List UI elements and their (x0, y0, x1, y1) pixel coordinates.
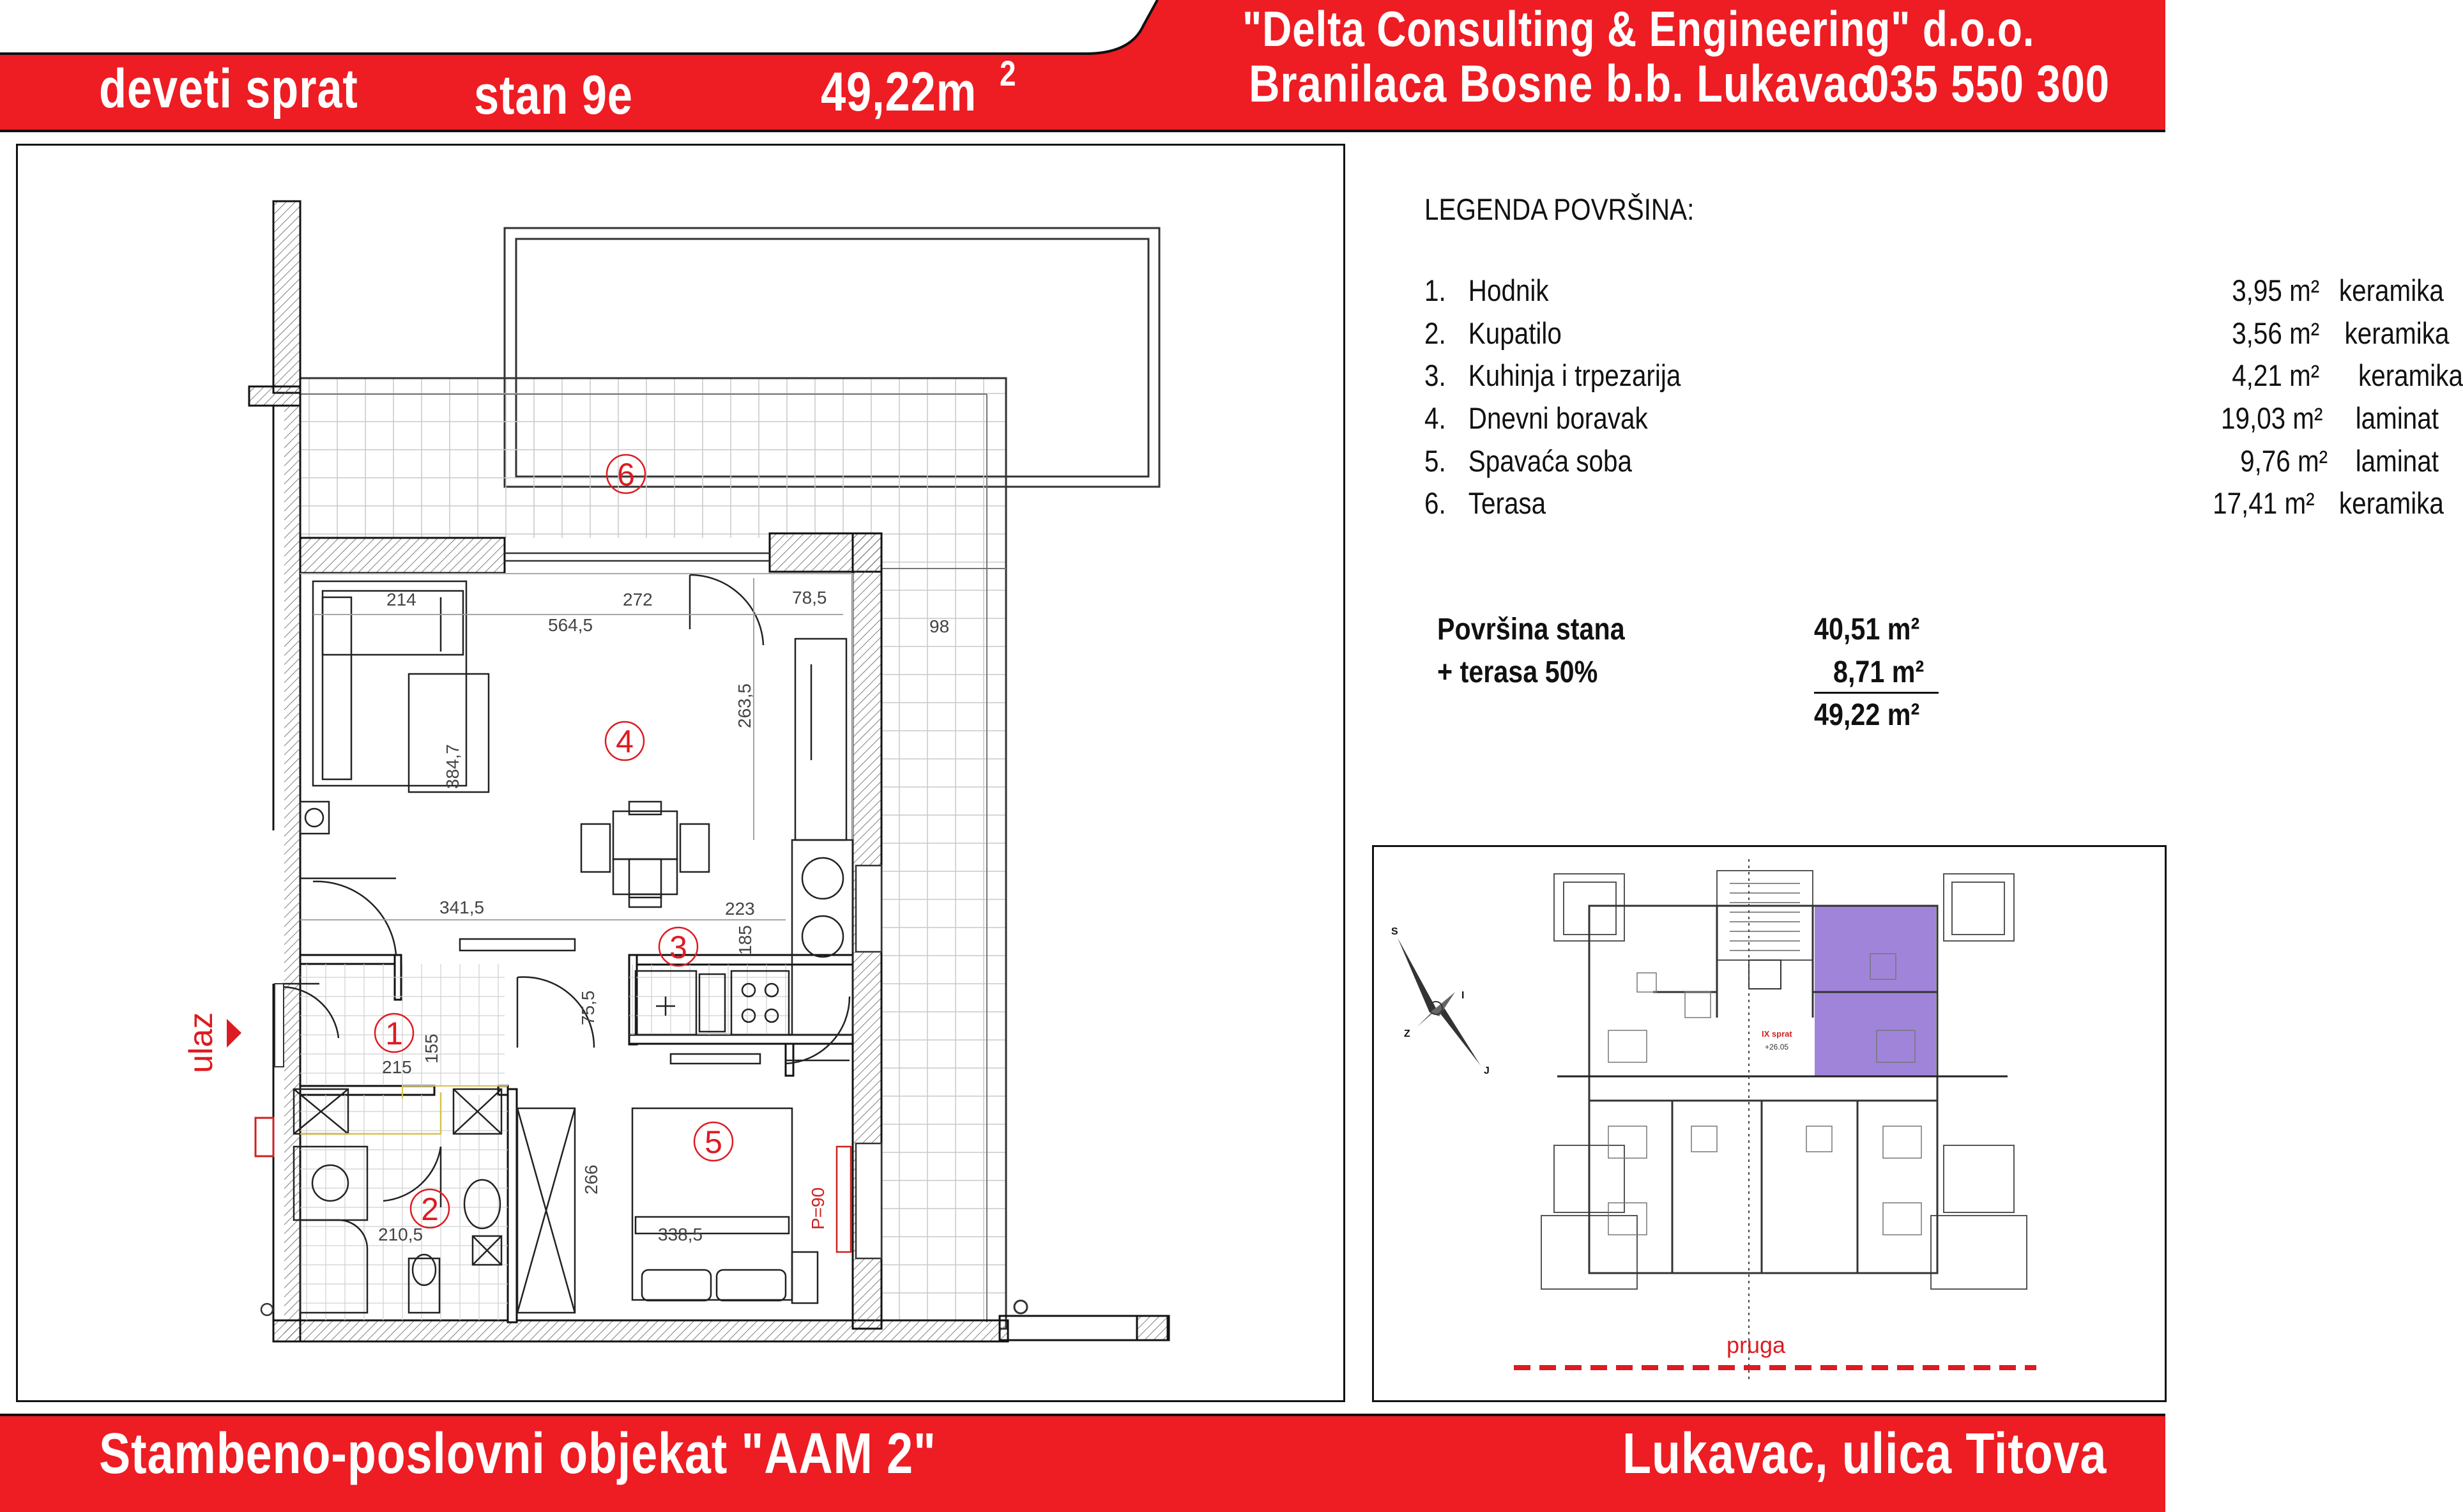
dim-185: 185 (735, 925, 755, 955)
legend-room: Kuhinja i trpezarija (1468, 358, 1681, 392)
room-number-3: 3 (669, 929, 687, 965)
legend-room: Terasa (1468, 486, 1546, 520)
compass (1391, 926, 1490, 1076)
floor-label: deveti sprat (99, 58, 358, 119)
apartment-area-label: Površina stana (1437, 613, 1625, 646)
wardrobe (517, 1108, 575, 1313)
legend-num: 2. (1424, 316, 1446, 350)
legend-finish: keramika (2358, 358, 2463, 392)
electric-panel (255, 1118, 273, 1156)
legend-area: 17,41 m² (2213, 486, 2315, 520)
legend-area: 9,76 m² (2240, 444, 2328, 478)
company-address: Branilaca Bosne b.b. Lukavac (1249, 55, 1872, 113)
dim-75-5: 75,5 (578, 990, 598, 1025)
area-label: 49,22m (821, 61, 977, 123)
wall-south (273, 1320, 1008, 1341)
summary-divider (1814, 692, 1939, 694)
terrace-area-label: + terasa 50% (1437, 655, 1598, 689)
legend-finish: laminat (2355, 401, 2439, 435)
keyplan-level: +26.05 (1765, 1042, 1789, 1051)
dim-215: 215 (382, 1057, 412, 1077)
room-number-5: 5 (705, 1124, 722, 1160)
area-superscript: 2 (1000, 53, 1017, 93)
company-name: "Delta Consulting & Engineering" d.o.o. (1242, 1, 2035, 57)
keyplan-floor-label: IX sprat (1762, 1029, 1792, 1039)
dim-384-7: 384,7 (443, 744, 462, 789)
legend-title: LEGENDA POVRŠINA: (1424, 192, 1695, 226)
apartment-area-value: 40,51 m² (1814, 613, 1920, 646)
dim-214: 214 (386, 590, 416, 609)
dim-266: 266 (581, 1165, 601, 1195)
dim-223: 223 (725, 899, 755, 919)
key-plan-drawing (1372, 845, 2163, 1398)
legend-area: 19,03 m² (2221, 401, 2323, 435)
terrace-floor (300, 378, 1006, 538)
legend-area: 4,21 m² (2232, 358, 2320, 392)
bed (632, 1108, 818, 1303)
legend-num: 1. (1424, 273, 1446, 307)
wall-west-upper (273, 201, 300, 393)
total-area-value: 49,22 m² (1814, 698, 1920, 732)
dim-210-5: 210,5 (378, 1225, 423, 1244)
unit-label: stan 9e (474, 65, 633, 126)
legend-finish: laminat (2355, 444, 2439, 478)
project-name: Stambeno-poslovni objekat "AAM 2" (99, 1422, 936, 1486)
legend-room: Dnevni boravak (1468, 401, 1648, 435)
legend-room: Kupatilo (1468, 316, 1562, 350)
tv-cabinet (795, 639, 846, 840)
entrance-label: ulaz (183, 1012, 220, 1073)
rail-label: pruga (1727, 1332, 1786, 1358)
boiler (300, 802, 329, 834)
legend-area: 3,56 m² (2232, 316, 2320, 350)
legend-area: 3,95 m² (2232, 273, 2320, 307)
company-phone: 035 550 300 (1865, 55, 2110, 113)
dim-78-5: 78,5 (792, 588, 827, 607)
bathroom-floor (300, 1095, 508, 1320)
legend-num: 4. (1424, 401, 1446, 435)
project-location: Lukavac, ulica Titova (1622, 1422, 2107, 1486)
compass-i: I (1461, 990, 1465, 1001)
dim-155: 155 (422, 1034, 441, 1064)
compass-s: S (1391, 926, 1398, 937)
dim-98: 98 (929, 616, 950, 636)
legend-num: 5. (1424, 444, 1446, 478)
wall-north-west (300, 538, 505, 573)
dim-338-5: 338,5 (658, 1225, 703, 1244)
compass-j: J (1484, 1065, 1490, 1076)
entrance-arrow (227, 1019, 241, 1048)
kitchen-floor (629, 965, 789, 1035)
room-number-1: 1 (385, 1016, 403, 1051)
legend-num: 3. (1424, 358, 1446, 392)
dim-272: 272 (623, 590, 653, 609)
legend-room: Spavaća soba (1468, 444, 1632, 478)
legend-num: 6. (1424, 486, 1446, 520)
terrace-area-value: 8,71 m² (1833, 655, 1925, 689)
dim-p90: P=90 (808, 1187, 828, 1230)
room-number-2: 2 (421, 1191, 439, 1227)
dim-341-5: 341,5 (439, 897, 485, 917)
legend-room: Hodnik (1468, 273, 1549, 307)
dim-263-5: 263,5 (735, 683, 754, 728)
room-number-6: 6 (617, 457, 635, 493)
dining-table (581, 802, 709, 907)
legend-finish: keramika (2338, 273, 2444, 307)
legend-finish: keramika (2338, 486, 2444, 520)
legend-finish: keramika (2344, 316, 2450, 350)
room-number-4: 4 (616, 724, 634, 760)
compass-z: Z (1404, 1028, 1410, 1039)
dim-564-5: 564,5 (548, 615, 593, 635)
